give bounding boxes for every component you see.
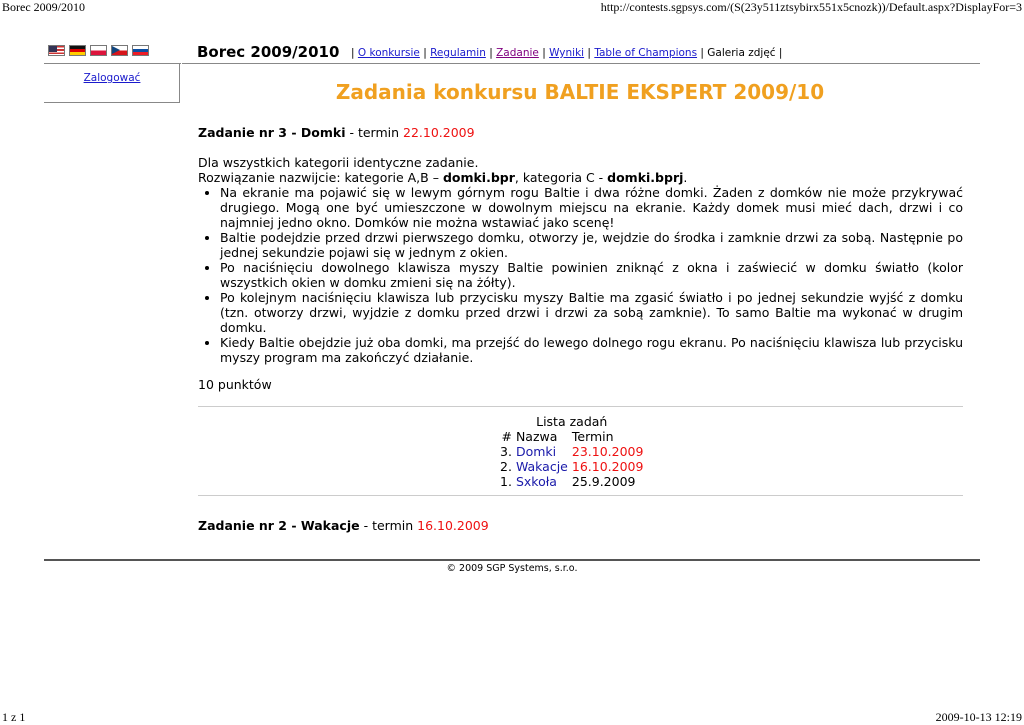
print-footer: [0, 710, 1024, 724]
requirement-item: • Kiedy Baltie obejdzie już oba domki, ma przejść do lewego dolnego rogu ekranu. Po naciśnięciu klawisza lub przycisku myszy program ma zakończyć działanie.: [220, 335, 963, 365]
solution-mid: , kategoria C -: [514, 170, 608, 185]
nav-link-wyniki[interactable]: Wyniki: [549, 47, 585, 59]
header-divider: [182, 63, 980, 64]
task-2-deadline: 16.10.2009: [417, 518, 489, 533]
nav-link-table-of-champions[interactable]: Table of Champions: [594, 47, 698, 59]
print-header: [0, 0, 1024, 14]
task-number: 1.: [500, 474, 512, 489]
print-footer-pages: 1 z 1: [2, 710, 26, 724]
nav-link-zadanie[interactable]: Zadanie: [496, 47, 539, 59]
task-3-title: [198, 125, 963, 140]
nav-separator: |: [778, 47, 783, 59]
nav-separator: |: [700, 47, 704, 59]
task-list-row: [500, 444, 647, 459]
flag-slovak-icon[interactable]: [132, 45, 149, 56]
nav-separator: |: [489, 47, 493, 59]
task-3-solution-names: [198, 170, 963, 185]
solution-file-ab: domki.bpr: [442, 170, 515, 185]
task-list-top-divider: [198, 406, 963, 407]
solution-prefix: Rozwiązanie nazwijcie: kategorie A,B –: [198, 170, 443, 185]
task-deadline: 23.10.2009: [571, 444, 644, 459]
task-3-requirements: [198, 185, 963, 365]
task-list-table: [500, 414, 647, 489]
requirement-item: • Po naciśnięciu dowolnego klawisza myszy Baltie powinien zniknąć z okna i zaświecić w domku światło (kolor wszystkich okien w domku zmieni się na żółty).: [220, 260, 963, 290]
task-3-points: 10 punktów: [198, 377, 272, 392]
task-name-link[interactable]: Sxkoła: [515, 474, 557, 489]
task-3-title-bold: Zadanie nr 3 - Domki: [198, 125, 346, 140]
task-list-row: [500, 474, 647, 489]
page-heading: Zadania konkursu BALTIE EKSPERT 2009/10: [335, 80, 825, 104]
task-3-title-rest: - termin: [345, 125, 404, 140]
nav-link-regulamin[interactable]: Regulamin: [430, 47, 486, 59]
task-2-title-bold: Zadanie nr 2 - Wakacje: [198, 518, 360, 533]
login-link[interactable]: Zalogować: [83, 72, 141, 84]
flag-german-icon[interactable]: [69, 45, 86, 56]
task-3-intro: Dla wszystkich kategorii identyczne zadanie.: [198, 155, 479, 170]
nav-separator: |: [587, 47, 591, 59]
flag-english-icon[interactable]: [48, 45, 65, 56]
site-title: Borec 2009/2010: [197, 43, 340, 61]
flag-polish-icon[interactable]: [90, 45, 107, 56]
task-name-link[interactable]: Domki: [515, 444, 557, 459]
task-list-header-name: Nazwa: [515, 429, 558, 444]
print-header-url: http://contests.sgpsys.com/(S(23y511ztsybirx551x5cnozk))/Default.aspx?DisplayFor=3: [600, 0, 1022, 14]
task-list-bottom-divider: [198, 495, 963, 496]
language-flags: [48, 45, 149, 56]
nav-separator: |: [542, 47, 546, 59]
task-list-header-deadline: Termin: [571, 429, 614, 444]
nav-gallery-label: Galeria zdjęć: [707, 47, 776, 59]
requirement-item: • Po kolejnym naciśnięciu klawisza lub przycisku myszy Baltie ma zgasić światło i po jednej sekundzie wyjść z domku (tzn. otworzy drzwi, wyjdzie z domku przed drzwi i drzwi za sobą zamknie). To samo Baltie ma wykonać w drugim domku.: [220, 290, 963, 335]
task-number: 2.: [500, 459, 512, 474]
nav-separator: |: [351, 47, 355, 59]
solution-end: .: [683, 170, 688, 185]
task-list-caption: Lista zadań: [536, 414, 608, 429]
task-name-link[interactable]: Wakacje: [515, 459, 568, 474]
task-list-row: [500, 459, 647, 474]
flag-czech-icon[interactable]: [111, 45, 128, 56]
print-header-title: Borec 2009/2010: [2, 0, 85, 14]
task-3-section: [198, 125, 963, 392]
task-list-header-number: #: [501, 429, 512, 444]
solution-file-c: domki.bprj: [607, 170, 684, 185]
task-number: 3.: [500, 444, 512, 459]
task-list: [500, 414, 647, 489]
copyright: © 2009 SGP Systems, s.r.o.: [446, 563, 578, 574]
sidebar-login-box: [44, 63, 180, 103]
top-navigation: [351, 47, 782, 59]
task-deadline: 16.10.2009: [571, 459, 644, 474]
task-deadline: 25.9.2009: [571, 474, 636, 489]
footer-divider: [44, 559, 980, 561]
task-2-title-rest: - termin: [359, 518, 418, 533]
requirement-item: • Baltie podejdzie przed drzwi pierwszego domku, otworzy je, wejdzie do środka i zamknie drzwi za sobą. Następnie po jednej sekundzie pojawi się w jednym z okien.: [220, 230, 963, 260]
print-footer-timestamp: 2009-10-13 12:19: [935, 710, 1022, 724]
task-3-deadline: 22.10.2009: [403, 125, 475, 140]
nav-link-o-konkursie[interactable]: O konkursie: [357, 47, 420, 59]
nav-separator: |: [423, 47, 427, 59]
requirement-item: • Na ekranie ma pojawić się w lewym górnym rogu Baltie i dwa różne domki. Żaden z domków nie może przykrywać drugiego. Mogą one być umieszczone w dowolnym miejscu na ekranie. Każdy domek musi mieć dach, drzwi i co najmniej jedno okno. Domków nie można wstawiać jako scenę!: [220, 185, 963, 230]
task-2-title: [198, 518, 489, 533]
